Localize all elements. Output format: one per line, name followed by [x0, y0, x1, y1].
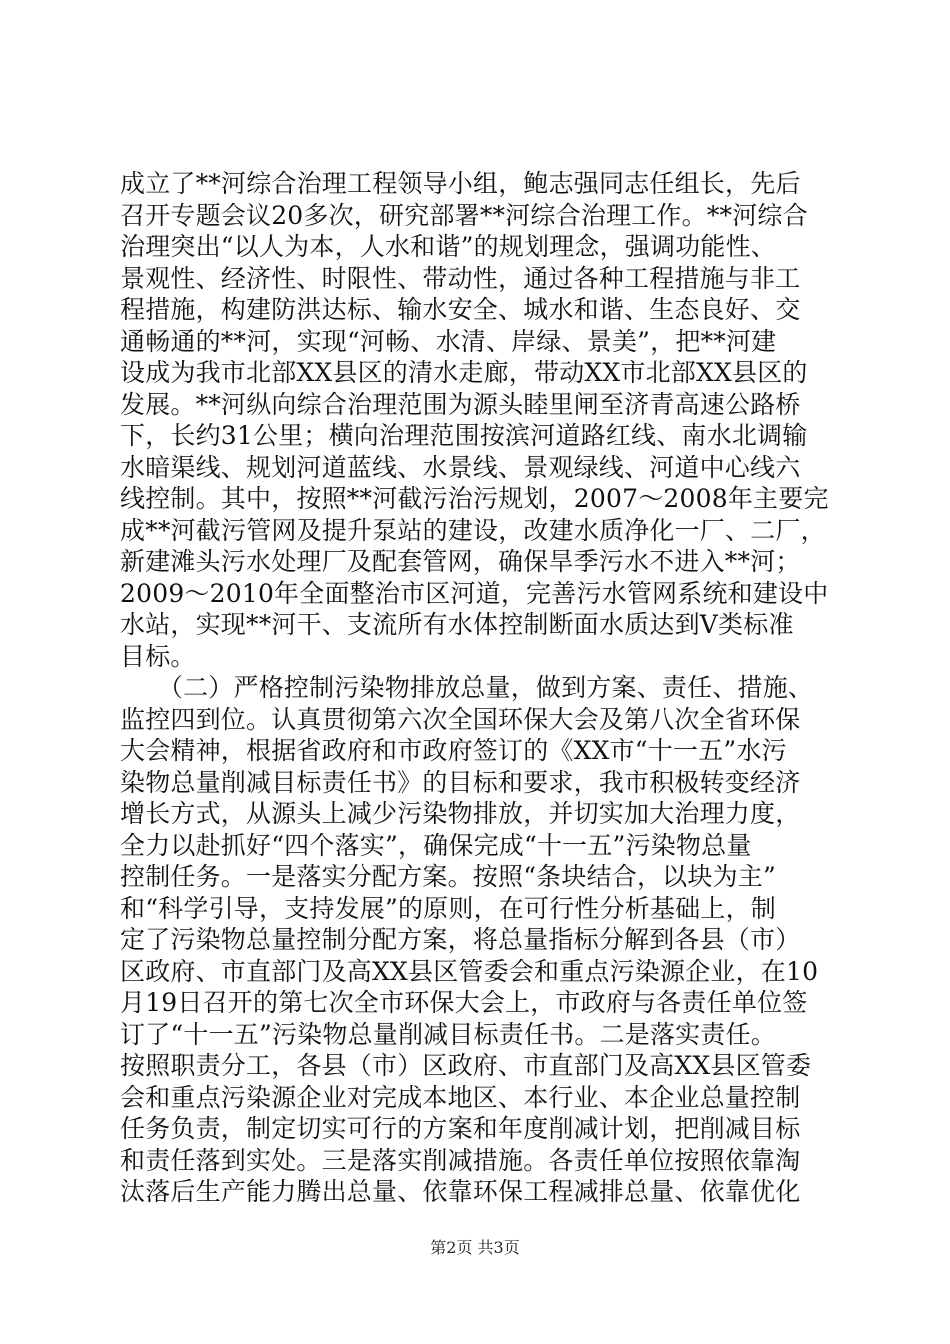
text-line: 线控制。其中，按照**河截污治污规划，2007～2008年主要完: [120, 484, 829, 513]
text-line: 会和重点污染源企业对完成本地区、本行业、本企业总量控制: [120, 1082, 801, 1112]
text-line: 水站，实现**河干、支流所有水体控制断面水质达到Ⅴ类标准: [120, 610, 794, 639]
text-line: 大会精神，根据省政府和市政府签订的《XX市“十一五”水污: [120, 736, 787, 765]
text-line: 新建滩头污水处理厂及配套管网，确保旱季污水不进入**河；: [120, 547, 801, 576]
text-line: 染物总量削减目标责任书》的目标和要求，我市积极转变经济: [120, 767, 801, 797]
text-line: 程措施，构建防洪达标、输水安全、城水和谐、生态良好、交: [120, 295, 801, 324]
text-line: 目标。: [120, 641, 196, 671]
text-line: 景观性、经济性、时限性、带动性，通过各种工程措施与非工: [120, 263, 801, 293]
text-line: 增长方式，从源头上减少污染物排放，并切实加大治理力度，: [120, 799, 801, 828]
text-line: 通畅通的**河，实现“河畅、水清、岸绿、景美”，把**河建: [120, 326, 777, 356]
text-line: （二）严格控制污染物排放总量，做到方案、责任、措施、: [120, 673, 814, 702]
text-line: 发展。**河纵向综合治理范围为源头睦里闸至济青高速公路桥: [120, 389, 801, 419]
text-line: 召开专题会议20多次，研究部署**河综合治理工作。**河综合: [120, 200, 808, 230]
text-line: 和“科学引导，支持发展”的原则，在可行性分析基础上，制: [120, 893, 776, 923]
text-line: 治理突出“以人为本，人水和谐”的规划理念，强调功能性、: [120, 232, 776, 261]
text-line: 订了“十一五”污染物总量削减目标责任书。二是落实责任。: [120, 1019, 776, 1049]
text-line: 任务负责，制定切实可行的方案和年度削减计划，把削减目标: [120, 1114, 801, 1143]
text-line: 区政府、市直部门及高XX县区管委会和重点污染源企业，在10: [120, 956, 819, 986]
text-line: 设成为我市北部XX县区的清水走廊，带动XX市北部XX县区的: [120, 358, 808, 387]
text-line: 2009～2010年全面整治市区河道，完善污水管网系统和建设中: [120, 578, 829, 608]
text-line: 定了污染物总量控制分配方案，将总量指标分解到各县（市）: [120, 925, 801, 954]
text-line: 和责任落到实处。三是落实削减措施。各责任单位按照依靠淘: [120, 1145, 801, 1175]
text-line: 成**河截污管网及提升泵站的建设，改建水质净化一厂、二厂，: [120, 515, 826, 545]
text-line: 下，长约31公里；横向治理范围按滨河道路红线、南水北调输: [120, 421, 808, 450]
page-footer: 第2页 共3页: [430, 1238, 520, 1257]
text-line: 控制任务。一是落实分配方案。按照“条块结合，以块为主”: [120, 862, 776, 891]
document-body: [120, 168, 840, 1208]
text-line: 月19日召开的第七次全市环保大会上，市政府与各责任单位签: [120, 988, 808, 1017]
text-line: 成立了**河综合治理工程领导小组，鲍志强同志任组长，先后: [120, 169, 801, 198]
text-line: 全力以赴抓好“四个落实”，确保完成“十一五”污染物总量: [120, 830, 752, 860]
text-line: 监控四到位。认真贯彻第六次全国环保大会及第八次全省环保: [120, 704, 801, 734]
text-line: 水暗渠线、规划河道蓝线、水景线、景观绿线、河道中心线六: [120, 452, 801, 482]
text-line: 汰落后生产能力腾出总量、依靠环保工程减排总量、依靠优化: [120, 1177, 801, 1206]
text-line: 按照职责分工，各县（市）区政府、市直部门及高XX县区管委: [120, 1051, 812, 1080]
